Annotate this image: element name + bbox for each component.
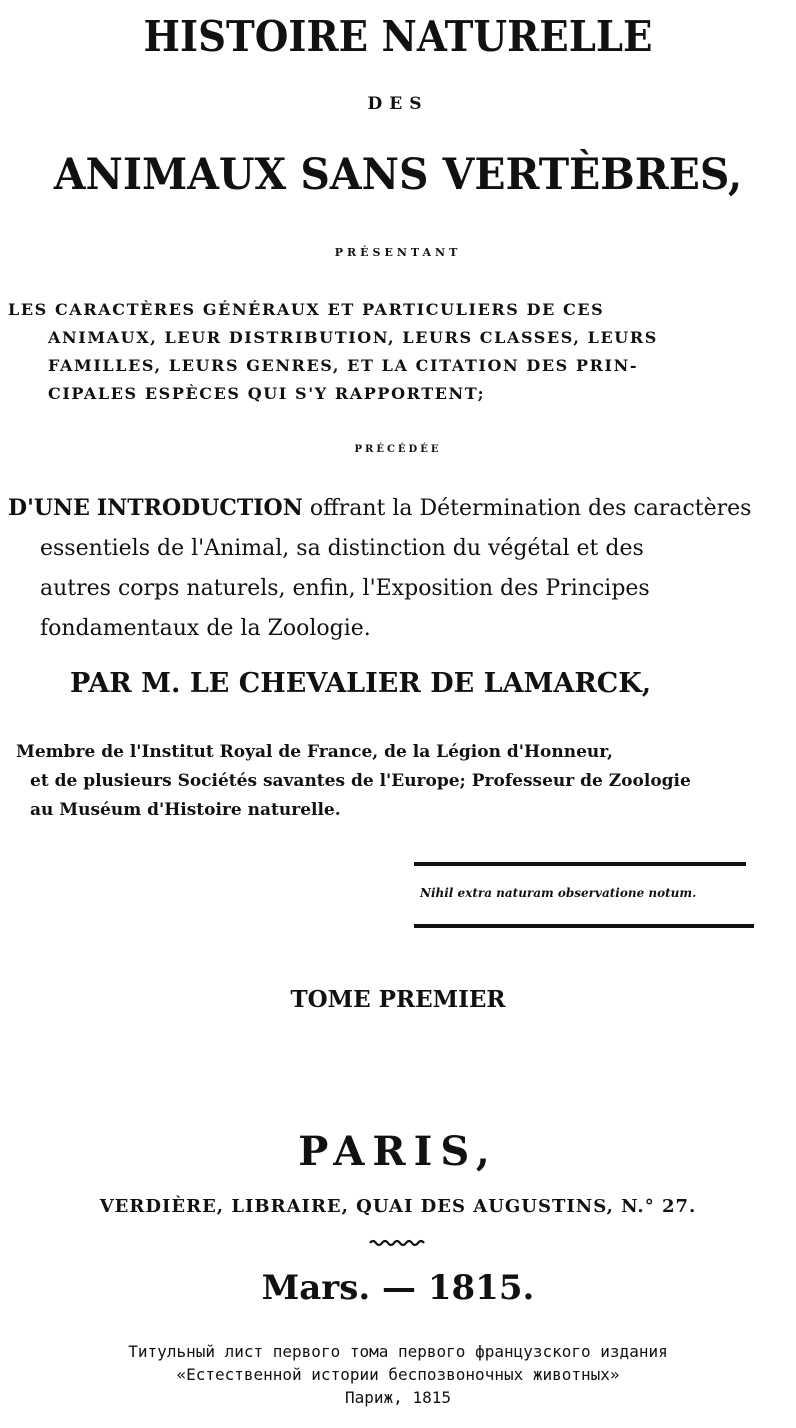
city: PARIS, [298, 1128, 498, 1175]
presentant-label: PRÉSENTANT [334, 246, 462, 259]
introduction-line: essentiels de l'Animal, sa distinction du végétal et des [40, 536, 644, 561]
introduction-line: autres corps naturels, enfin, l'Exposition des Principes [40, 576, 650, 601]
author-name: DE LAMARCK, [430, 668, 652, 699]
membership-paragraph [16, 738, 776, 825]
characters-paragraph [8, 296, 768, 408]
introduction-paragraph [8, 488, 778, 649]
motto-rule-top [414, 862, 746, 866]
caption-line-1: Титульный лист первого тома первого французского издания [128, 1342, 668, 1361]
ornament-squiggle [368, 1238, 428, 1248]
membership-line: et de plusieurs Sociétés savantes de l'Europe; Professeur de Zoologie [30, 771, 691, 791]
introduction-line: fondamentaux de la Zoologie. [40, 616, 371, 641]
intro-lead: D'UNE [8, 495, 90, 521]
caption-line-3: Париж, 1815 [345, 1388, 451, 1407]
motto: Nihil extra naturam observatione notum. [420, 886, 697, 900]
tome-label: TOME PREMIER [290, 986, 506, 1013]
membership-line: Membre de l'Institut Royal de France, de la Légion d'Honneur, [16, 742, 613, 762]
characters-line: FAMILLES, LEURS GENRES, ET LA CITATION DES PRIN- [48, 356, 639, 375]
publisher: VERDIÈRE, LIBRAIRE, QUAI DES AUGUSTINS, N.° 27. [99, 1196, 697, 1217]
characters-line: CIPALES ESPÈCES QUI S'Y RAPPORTENT; [48, 384, 486, 403]
title-des: DES [367, 94, 429, 114]
intro-line1-rest: offrant la Détermination des caractères [309, 496, 752, 521]
title-line-1: HISTOIRE NATURELLE [143, 12, 653, 61]
introduction-line-1 [8, 488, 778, 529]
characters-line: ANIMAUX, LEUR DISTRIBUTION, LEURS CLASSES, LEURS [48, 328, 658, 347]
author-line [70, 668, 651, 699]
precedee-label: PRÉCÉDÉE [354, 444, 442, 455]
author-prefix: PAR M. LE CHEVALIER [70, 668, 421, 699]
title-line-2: ANIMAUX SANS VERTÈBRES, [53, 150, 743, 200]
characters-line: LES CARACTÈRES GÉNÉRAUX ET PARTICULIERS DE CES [8, 300, 605, 319]
membership-line: au Muséum d'Histoire naturelle. [30, 800, 341, 820]
motto-rule-bottom [414, 924, 754, 928]
publication-date: Mars. — 1815. [261, 1268, 535, 1308]
intro-word: INTRODUCTION [96, 495, 303, 521]
caption-line-2: «Естественной истории беспозвоночных животных» [176, 1365, 620, 1384]
